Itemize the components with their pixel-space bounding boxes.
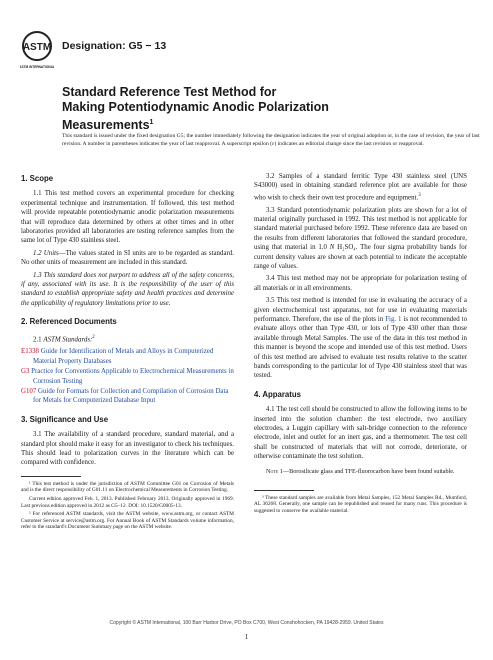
reference-g3[interactable]: G3 Practice for Conventions Applicable to Electrochemical Measurements in Corrosion Testing bbox=[21, 368, 234, 385]
paragraph-2-1: 2.1 ASTM Standards:$^2$ bbox=[33, 334, 95, 343]
title-footnote-mark[interactable]: 1 bbox=[149, 119, 154, 126]
title-line-3: Measurements$^1$ bbox=[62, 118, 154, 133]
paragraph-3-4: 3.4 This test method may not be appropriate for polarization testing of all materials or in all environments. bbox=[254, 275, 467, 292]
footnote-divider-right bbox=[254, 490, 314, 491]
footnote-1b: Current edition approved Feb. 1, 2013. Published February 2013. Originally approved in 1969. Last previous edition approved in 2012 as G5–12. DOI: 10.1520/G0005-13. bbox=[21, 496, 234, 509]
astm-logo bbox=[20, 30, 54, 70]
section-heading-scope: 1. Scope bbox=[21, 174, 54, 183]
paragraph-3-1: 3.1 The availability of a standard procedure, standard material, and a standard plot should make it easy for an investigator to check his techniques. This should lead to polarization curves in the literature which can be compared with confidence. bbox=[21, 431, 234, 467]
logo-text: ASTM INTERNATIONAL bbox=[20, 65, 54, 69]
section-heading-significance: 3. Significance and Use bbox=[21, 414, 109, 424]
section-heading-referenced-documents: 2. Referenced Documents bbox=[21, 317, 117, 327]
paragraph-1-1: 1.1 This test method covers an experimental procedure for checking experimental technique and instrumentation. If followed, this test method will provide repeatable potentiodynamic anodic polarization measurements that will reproduce data determined by others at other times and in other laboratories provided all laboratories are testing reference samples from the same lot of Type 430 stainless steel. bbox=[21, 190, 234, 245]
reference-g107[interactable]: G107 Guide for Formats for Collection and Compilation of Corrosion Data for Metals for Computerized Database Input bbox=[21, 388, 229, 405]
page-number: 1 bbox=[244, 633, 249, 641]
note-1: Note 1—Borosilicate glass and TFE-fluorocarbon have been found suitable. bbox=[266, 467, 455, 475]
footnote-2: ² For referenced ASTM standards, visit the ASTM website, www.astm.org, or contact ASTM Customer Service at service@astm.org. For Annual Book of ASTM Standards volume information, refer to the standard's Document Summary page on the ASTM website. bbox=[21, 511, 234, 531]
designation: Designation: G5 − 13 bbox=[62, 40, 167, 52]
title-line-2: Making Potentiodynamic Anodic Polarization bbox=[62, 100, 329, 114]
footnote-divider bbox=[21, 476, 81, 477]
paragraph-3-3: 3.3 Standard potentiodynamic polarization plots are shown for a lot of material originally purchased in 1992. This test method is not applicable for standard material purchased before 1992. These reference data are based on the results from different laboratories that followed the standard procedure, using that material in 1.0 N H₂SO₄. The four sigma probability bands for current density values are shown at each potential to indicate the acceptable range of values. bbox=[254, 206, 467, 270]
left-column bbox=[21, 172, 234, 533]
copyright-footer: Copyright © ASTM International, 100 Barr Harbor Drive, PO Box C700, West Conshohocken, PA 19428-2959. United States bbox=[109, 620, 384, 626]
paragraph-4-1: 4.1 The test cell should be constructed to allow the following items to be inserted into the solution chamber: the test electrode, two auxiliary electrodes, a Luggin capillary with salt-bridge connection to the reference electrode, inlet and outlet for an inert gas, and a thermometer. The test cell shall be constructed of materials that will not corrode, deteriorate, or otherwise contaminate the test solution. bbox=[254, 406, 467, 461]
paragraph-3-2: 3.2 Samples of a standard ferritic Type 430 stainless steel (UNS S43000) used in obtaining standard reference plot are available for those who wish to check their own test procedure and equipment.$^3$ bbox=[254, 173, 467, 202]
section-heading-apparatus: 4. Apparatus bbox=[254, 389, 301, 399]
right-column bbox=[254, 172, 467, 517]
footnote-3: ³ These standard samples are available from Metal Samples, 152 Metal Samples Rd., Mumford, AL 36268. Generally, one sample can be republished and reused for many runs. This procedure is suggested to conserve the available material. bbox=[254, 494, 467, 515]
paragraph-1-2: 1.2 Units—The values stated in SI units are to be regarded as standard. No other units of measurement are included in this standard. bbox=[21, 249, 234, 267]
reference-e1338[interactable]: E1338 Guide for Identification of Metals and Alloys in Computerized Material Property Databases bbox=[21, 348, 214, 365]
figure-1-link[interactable]: Fig. 1 bbox=[385, 315, 402, 323]
footnote-1: ¹ This test method is under the jurisdiction of ASTM Committee G01 on Corrosion of Metals and is the direct responsibility of G01.11 on Electrochemical Measurements in Corrosion Testing. bbox=[21, 480, 234, 494]
document-title bbox=[62, 85, 442, 133]
svg-text:ASTM: ASTM bbox=[22, 42, 52, 53]
issued-note: This standard is issued under the fixed designation G5; the number immediately following the designation indicates the year of original adoption or, in the case of revision, the year of last revision. A number in parentheses indicates the year of last reapproval. A superscript epsilon (ε) indicates an editorial change since the last revision or reapproval. bbox=[62, 133, 480, 147]
title-line-1: Standard Reference Test Method for bbox=[62, 85, 277, 99]
paragraph-1-3: 1.3 This standard does not purport to address all of the safety concerns, if any, associated with its use. It is the responsibility of the user of this standard to establish appropriate safety and health practices and determine the applicability of regulatory limitations prior to use. bbox=[21, 271, 234, 307]
paragraph-3-5: 3.5 This test method is intended for use in evaluating the accuracy of a given electrochemical test apparatus, not for use in evaluating materials performance. Therefore, the use of the plots in Fig. 1 is not recommended to evaluate alloys other than Type 430, or lots of Type 430 other than those available through Metal Samples. The use of the data in this test method in this manner is beyond the scope and intended use of this test method. Users of this test method are advised to evaluate test results relative to the scatter bands corresponding to the particular lot of Type 430 stainless steel that was tested. bbox=[254, 297, 468, 380]
